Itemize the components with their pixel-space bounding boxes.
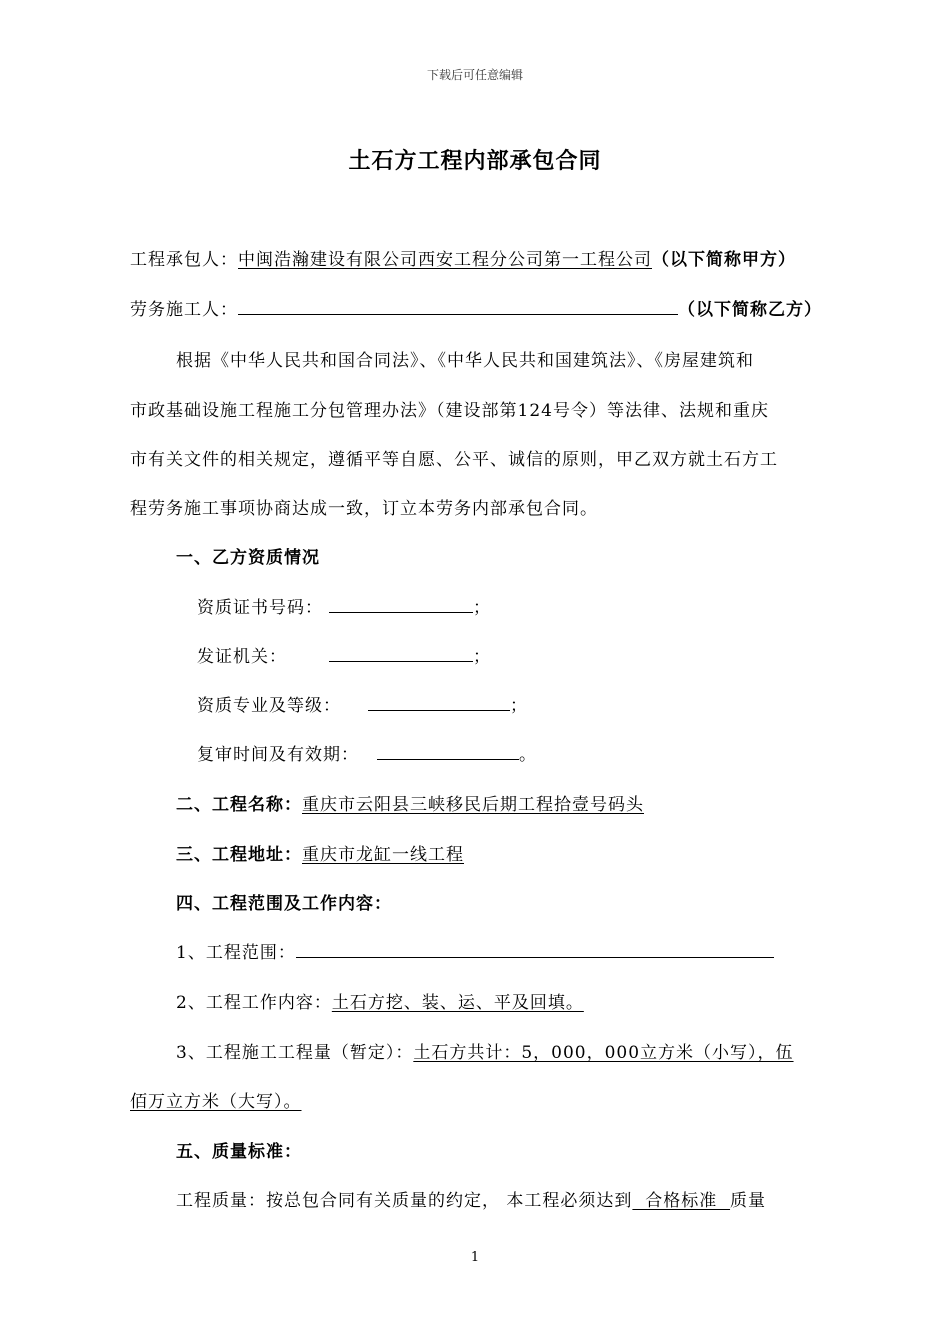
- scope-line: [176, 938, 774, 963]
- work-content-label: 2、工程工作内容：: [176, 993, 332, 1013]
- intro-line-2: 市政基础设施工程施工分包管理办法》（建设部第124号令）等法律、法规和重庆: [130, 401, 769, 421]
- qualification-cert-blank: [329, 598, 473, 613]
- header-note: 下载后可任意编辑: [426, 68, 523, 82]
- section-1-heading: 一、乙方资质情况: [176, 548, 320, 568]
- party-b-blank: [238, 300, 678, 315]
- quantity-line-1: [176, 1038, 794, 1063]
- section-3-heading: 三、工程地址：: [176, 845, 302, 865]
- section-4-heading: 四、工程范围及工作内容：: [176, 894, 392, 914]
- party-a-value: 中闽浩瀚建设有限公司西安工程分公司第一工程公司: [238, 250, 652, 270]
- party-a-line: [130, 245, 796, 270]
- issuing-authority-end: ；: [473, 647, 491, 667]
- quality-text-after: 质量: [730, 1191, 767, 1211]
- quantity-value-1: 土石方共计：5，000，000立方米（小写），伍: [413, 1043, 794, 1063]
- section-2-line: [176, 790, 644, 815]
- intro-line-1: 根据《中华人民共和国合同法》、《中华人民共和国建筑法》、《房屋建筑和: [176, 351, 754, 371]
- issuing-authority-line: [197, 642, 491, 667]
- page-number: 1: [470, 1250, 480, 1265]
- quality-standard-value: 合格标准: [632, 1191, 731, 1211]
- project-name-value: 重庆市云阳县三峡移民后期工程拾壹号码头: [302, 795, 644, 815]
- qualification-grade-blank: [368, 696, 510, 711]
- issuing-authority-label: 发证机关：: [197, 647, 287, 667]
- party-b-suffix: （以下简称乙方）: [678, 300, 822, 320]
- work-content-line: [176, 988, 584, 1013]
- quality-text-before: 工程质量：按总包合同有关质量的约定， 本工程必须达到: [176, 1191, 633, 1211]
- intro-line-4: 程劳务施工事项协商达成一致，订立本劳务内部承包合同。: [130, 499, 598, 519]
- scope-blank: [296, 943, 774, 958]
- review-validity-line: [197, 740, 537, 765]
- quantity-label: 3、工程施工工程量（暂定）：: [176, 1043, 414, 1063]
- qualification-cert-label: 资质证书号码：: [197, 598, 323, 618]
- section-2-heading: 二、工程名称：: [176, 795, 302, 815]
- intro-line-3: 市有关文件的相关规定，遵循平等自愿、公平、诚信的原则，甲乙双方就土石方工: [130, 450, 778, 470]
- review-validity-blank: [377, 745, 519, 760]
- qualification-cert-end: ；: [473, 598, 491, 618]
- project-address-value: 重庆市龙缸一线工程: [302, 845, 464, 865]
- quantity-line-2: [130, 1087, 302, 1112]
- issuing-authority-blank: [329, 647, 473, 662]
- work-content-value: 土石方挖、装、运、平及回填。: [331, 993, 584, 1013]
- party-a-label: 工程承包人：: [130, 250, 238, 270]
- qualification-cert-line: [197, 593, 491, 618]
- qualification-grade-end: ；: [510, 696, 528, 716]
- review-validity-label: 复审时间及有效期：: [197, 745, 359, 765]
- party-a-suffix: （以下简称甲方）: [652, 250, 796, 270]
- scope-label: 1、工程范围：: [176, 943, 296, 963]
- party-b-label: 劳务施工人：: [130, 300, 238, 320]
- qualification-grade-line: [197, 691, 528, 716]
- section-3-line: [176, 840, 464, 865]
- quality-line: [176, 1186, 766, 1211]
- section-5-heading: 五、质量标准：: [176, 1142, 302, 1162]
- review-validity-end: 。: [519, 745, 537, 765]
- quantity-value-2: 佰万立方米（大写）。: [130, 1092, 302, 1112]
- document-title: 土石方工程内部承包合同: [348, 148, 602, 174]
- party-b-line: [130, 295, 822, 320]
- qualification-grade-label: 资质专业及等级：: [197, 696, 341, 716]
